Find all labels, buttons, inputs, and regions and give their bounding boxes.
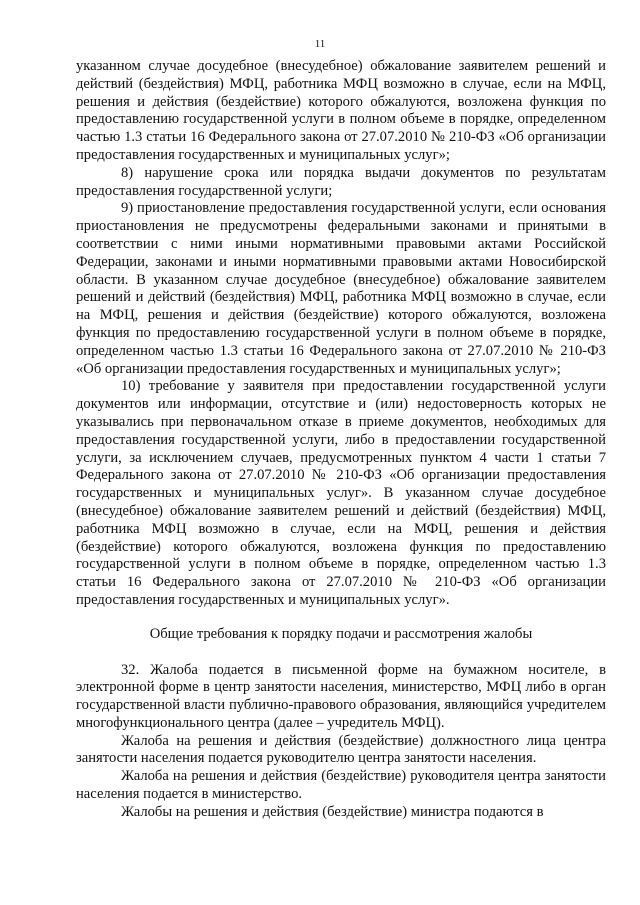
paragraph-item-9: 9) приостановление предоставления государственной услуги, если основания приостановления не предусмотрены федеральными законами и принятыми в соответствии с ними иными нормативными правовыми актами Российской Федерации, законами и иными нормативными правовыми актами Новосибирской области. В указанном случае досудебное (внесудебное) обжалование заявителем решений и действий (бездействия) МФЦ, работника МФЦ возможно в случае, если на МФЦ, решения и действия (бездействие) которого обжалуются, возложена функция по предоставлению государственной услуги в полном объеме в порядке, определенном частью 1.3 статьи 16 Федерального закона от 27.07.2010 № 210-ФЗ «Об организации предоставления государственных и муниципальных услуг»; — [76, 200, 606, 377]
paragraph-continuation: указанном случае досудебное (внесудебное) обжалование заявителем решений и действий (бездействия) МФЦ, работника МФЦ возможно в случае, если на МФЦ, решения и действия (бездействие) которого обжалуются, возложена функция по предоставлению государственной услуги в полном объеме в порядке, определенном частью 1.3 статьи 16 Федерального закона от 27.07.2010 № 210-ФЗ «Об организации предоставления государственных и муниципальных услуг»; — [76, 58, 606, 163]
paragraph-item-10: 10) требование у заявителя при предоставлении государственной услуги документов или информации, отсутствие и (или) недостоверность которых не указывались при первоначальном отказе в приеме документов, необходимых для предоставления государственной услуги, либо в предоставлении государственной услуги, за исключением случаев, предусмотренных пунктом 4 части 1 статьи 7 Федерального закона от 27.07.2010 № 210-ФЗ «Об организации предоставления государственных и муниципальных услуг». В указанном случае досудебное (внесудебное) обжалование заявителем решений и действий (бездействия) МФЦ, работника МФЦ возможно в случае, если на МФЦ, решения и действия (бездействие) которого обжалуются, возложена функция по предоставлению государственной услуги в полном объеме в порядке, определенном частью 1.3 статьи 16 Федерального закона от 27.07.2010 № 210-ФЗ «Об организации предоставления государственных и муниципальных услуг». — [76, 378, 606, 608]
page-number: 11 — [314, 38, 326, 50]
paragraph-complaint-official: Жалоба на решения и действия (бездействие) должностного лица центра занятости населения подается руководителю центра занятости населения. — [76, 732, 606, 767]
document-body — [76, 58, 606, 822]
paragraph-complaint-minister: Жалобы на решения и действия (бездействие) министра подаются в — [121, 803, 544, 820]
paragraph-complaint-head: Жалоба на решения и действия (бездействие) руководителя центра занятости населения подается в министерство. — [76, 768, 606, 803]
paragraph-item-8: 8) нарушение срока или порядка выдачи документов по результатам предоставления государственной услуги; — [76, 164, 606, 199]
section-heading: Общие требования к порядку подачи и рассмотрения жалобы — [149, 625, 533, 642]
paragraph-32: 32. Жалоба подается в письменной форме на бумажном носителе, в электронной форме в центр занятости населения, министерство, МФЦ либо в орган государственной власти публично-правового образования, являющийся учредителем многофункционального центра (далее – учредитель МФЦ). — [76, 661, 606, 731]
